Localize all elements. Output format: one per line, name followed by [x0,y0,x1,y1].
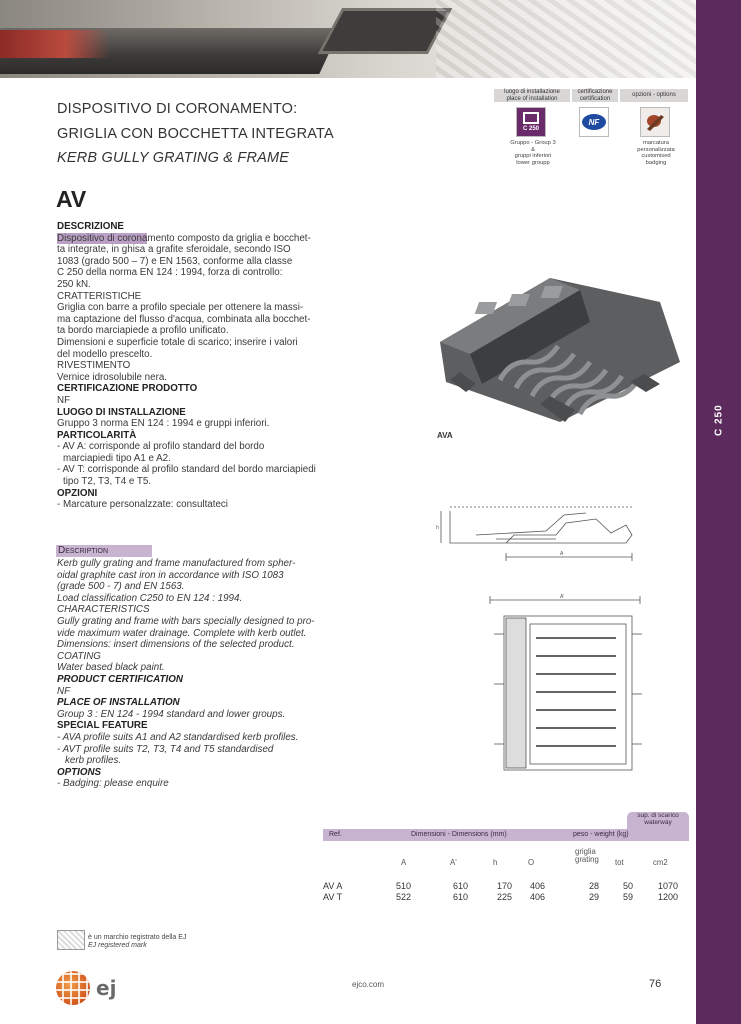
descr-highlight: Dispositivo di corona [57,232,148,244]
descr-line-2: ta integrate, in ghisa a grafite sferoidale, secondo ISO [57,244,291,256]
dimensions-table [323,812,689,908]
row-2-o: 406 [530,892,546,902]
en-cert-heading: PRODUCT CERTIFICATION [57,673,183,685]
en-feat-line-1: - AVA profile suits A1 and A2 standardised kerb profiles. [57,731,299,743]
row-2-grating: 29 [589,892,600,902]
en-cert-line: NF [57,685,71,697]
sub-a: A [401,858,407,867]
en-line-3: (grade 500 - 7) and EN 1563. [57,581,185,593]
descr-line-4: C 250 della norma EN 124 : 1994, forza di controllo: [57,267,283,279]
en-coat-line: Water based black paint. [57,662,165,674]
en-char-heading: CHARACTERISTICS [57,604,150,616]
row-1-cm2: 1070 [658,881,679,891]
col-weight: peso - weight (kg) [573,831,629,838]
en-char-line-3: Dimensions: insert dimensions of the selected product. [57,639,295,651]
install-caption: Gruppo - Group 3 & gruppi inferiori lower groupp [510,140,556,166]
italian-description [57,221,329,511]
cert-line: NF [57,394,71,406]
descr-heading: DESCRIZIONE [57,221,124,232]
part-line-2: marciapiedi tipo A1 e A2. [63,452,171,464]
legal-en: EJ registered mark [88,942,147,949]
place-heading: LUOGO DI INSTALLAZIONE [57,406,186,418]
row-1-ref: AV A [323,881,343,891]
char-line-2: ma captazione del flusso d'acqua, combinata alla bocchet- [57,313,311,325]
en-opt-line: - Badging: please enquire [57,778,169,790]
section-drawing [436,495,646,577]
char-heading: CRATTERISTICHE [57,290,142,302]
load-class-label: C 250 [522,126,539,132]
part-heading: PARTICOLARITÀ [57,429,137,441]
logo-text: ej [96,976,117,1000]
part-line-1: - AV A: corrisponde al profilo standard del bordo [57,441,265,453]
row-1-h: 170 [497,881,513,891]
opt-heading: OPZIONI [57,487,98,499]
icon-head-cert: certificazione certification [572,89,618,102]
model-code: AV [56,186,87,212]
en-place-line: Group 3 : EN 124 - 1994 standard and lower groups. [57,708,286,720]
row-2-a-prime: 610 [453,892,469,902]
title-line-3: KERB GULLY GRATING & FRAME [57,150,290,166]
col-ref: Ref. [329,831,342,838]
side-tab-label: C 250 [713,404,725,436]
coat-line: Vernice idrosolubile nera. [57,371,168,383]
row-2-a: 522 [396,892,412,902]
row-1-o: 406 [530,881,546,891]
place-line: Gruppo 3 norma EN 124 : 1994 e gruppi inferiori. [57,418,270,430]
sub-tot: tot [615,858,624,867]
en-line-4: Load classification C250 to EN 124 : 1994. [57,592,243,604]
badging-icon [640,107,670,137]
sub-o: O [528,858,535,867]
en-feat-line-3: kerb profiles. [65,755,122,767]
row-1-a-prime: 610 [453,881,469,891]
char-line-4: Dimensioni e superficie totale di scarico; inserire i valori [57,336,298,348]
photo-caption: AVA [437,431,453,440]
en-char-line-2: vide maximum water drainage. Complete with kerb outlet. [57,627,307,639]
row-1-grating: 28 [589,881,600,891]
dim-a-prime-label: A' [560,594,565,600]
descr-line-1: mento composto da griglia e bocchet- [147,232,311,244]
opt-line: - Marcature personalzzate: consultateci [57,499,228,511]
title-line-2: GRIGLIA CON BOCCHETTA INTEGRATA [57,126,334,142]
product-photo [430,272,686,424]
en-line-2: oidal graphite cast iron in accordance with ISO 1083 [57,569,284,581]
sub-h: h [493,858,498,867]
en-opt-heading: OPTIONS [57,766,102,778]
part-line-4: tipo T2, T3, T4 e T5. [63,476,152,488]
en-char-line-1: Gully grating and frame with bars specially designed to pro- [57,615,315,627]
title-line-1: DISPOSITIVO DI CORONAMENTO: [57,101,298,117]
icon-head-install: luogo di installazione place of installation [494,89,570,102]
part-line-3: - AV T: corrisponde al profilo standard del bordo marciapiedi [57,464,316,476]
website: ejco.com [352,980,385,989]
char-line-3: ta bordo marciapiede a profilo unificato. [57,325,229,337]
char-line-1: Griglia con barre a profilo speciale per ottenere la massi- [57,302,304,314]
description-heading-en: Description [56,545,152,557]
row-2-tot: 59 [623,892,634,902]
ej-logo [56,968,124,1010]
row-2-ref: AV T [323,892,343,902]
sub-grating: griglia grating [575,847,599,864]
row-1-a: 510 [396,881,412,891]
en-place-heading: PLACE OF INSTALLATION [57,697,180,709]
dim-h-label: h [436,525,439,531]
row-1-tot: 50 [623,881,634,891]
en-coat-heading: COATING [57,650,101,662]
registered-mark-note [57,930,307,952]
globe-icon [56,971,90,1005]
row-2-h: 225 [497,892,513,902]
page-number: 76 [649,978,662,990]
sub-cm2: cm2 [653,858,668,867]
table-header [323,829,689,841]
col-dimensions: Dimensioni - Dimensions (mm) [411,831,507,838]
coat-heading: RIVESTIMENTO [57,360,131,372]
header-photo [0,0,696,78]
english-description [57,558,329,790]
options-caption: marcatura personalizzata customised badging [637,140,675,166]
dim-a-label: A [560,551,564,557]
nf-label: NF [582,114,606,130]
en-feat-heading: SPECIAL FEATURE [57,720,148,732]
registered-mark-icon [57,930,85,950]
plan-drawing [480,594,648,778]
char-line-5: del modello prescelto. [57,348,153,360]
spec-icons [494,89,688,169]
en-feat-line-2: - AVT profile suits T2, T3, T4 and T5 standardised [57,743,274,755]
waterway-tab: sup. di scarico waterway [627,812,689,830]
descr-line-5: 250 kN. [57,278,91,290]
en-line-1: Kerb gully grating and frame manufactured from spher- [57,558,296,569]
load-class-icon [516,107,546,137]
row-2-cm2: 1200 [658,892,679,902]
sub-a-prime: A' [450,858,457,867]
side-band [696,0,741,1024]
descr-line-3: 1083 (grado 500 – 7) e EN 1563, conforme alla classe [57,255,293,267]
nf-certification-icon [579,107,609,137]
cert-heading: CERTIFICAZIONE PRODOTTO [57,383,198,395]
icon-head-options: opzioni - options [620,89,688,102]
legal-it: è un marchio registrato della EJ [88,934,187,941]
